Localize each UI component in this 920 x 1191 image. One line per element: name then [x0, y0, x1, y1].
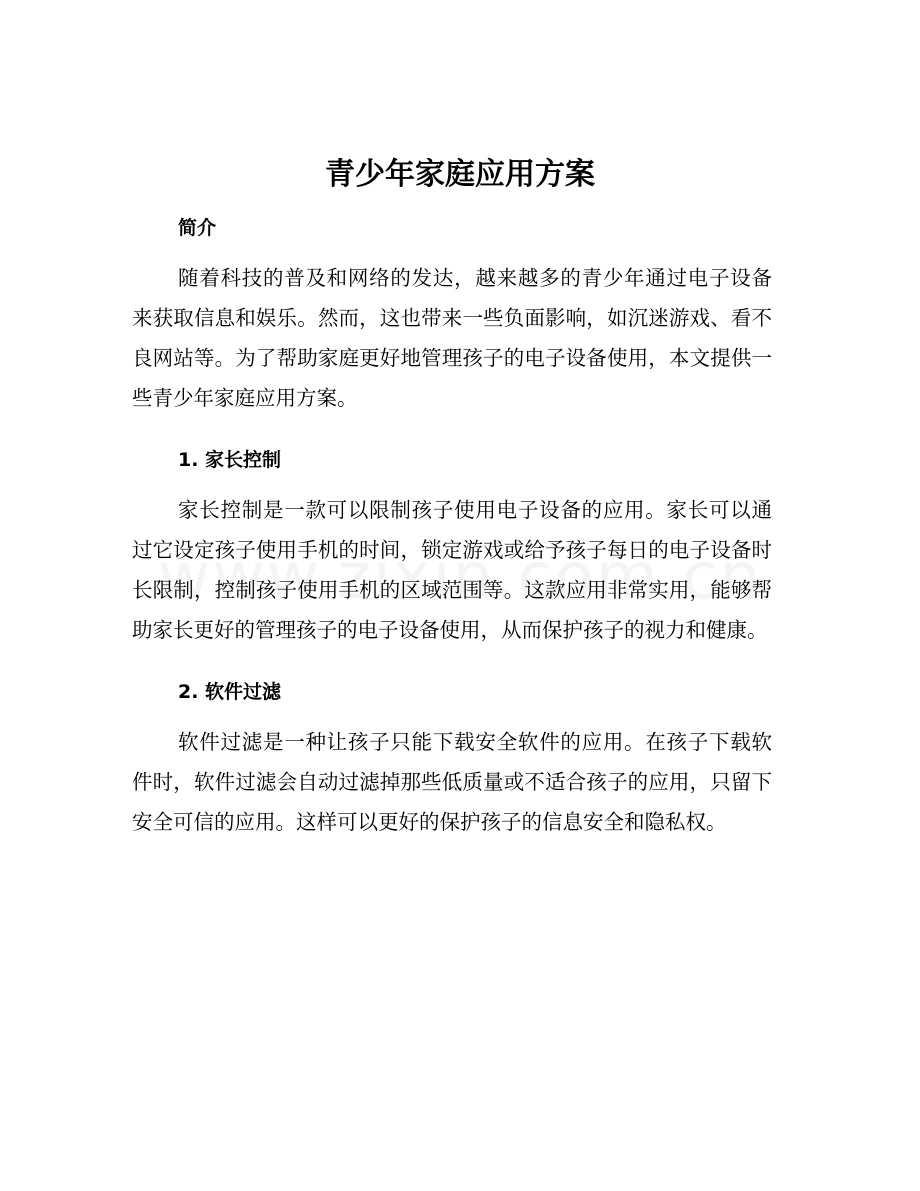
section-heading-intro: 简介 [178, 217, 217, 239]
document-title: 青少年家庭应用方案 [325, 157, 595, 192]
section-paragraph-software-filter: 软件过滤是一种让孩子只能下载安全软件的应用。在孩子下载软件时，软件过滤会自动过滤掉那些低质量或不适合孩子的应用，只留下安全可信的应用。这样可以更好的保护孩子的信息安全和隐私权。 [132, 730, 772, 834]
section-heading-parental-control: 1. 家长控制 [178, 449, 282, 471]
section-parental-control [132, 440, 772, 650]
section-intro [132, 208, 772, 418]
section-heading-software-filter: 2. 软件过滤 [178, 681, 282, 703]
section-paragraph-intro: 随着科技的普及和网络的发达，越来越多的青少年通过电子设备来获取信息和娱乐。然而，这也带来一些负面影响，如沉迷游戏、看不良网站等。为了帮助家庭更好地管理孩子的电子设备使用，本文提供一些青少年家庭应用方案。 [132, 266, 772, 410]
document-body [132, 208, 772, 864]
section-software-filter [132, 672, 772, 842]
section-paragraph-parental-control: 家长控制是一款可以限制孩子使用电子设备的应用。家长可以通过它设定孩子使用手机的时间，锁定游戏或给予孩子每日的电子设备时长限制，控制孩子使用手机的区域范围等。这款应用非常实用，能够帮助家长更好的管理孩子的电子设备使用，从而保护孩子的视力和健康。 [132, 498, 772, 642]
